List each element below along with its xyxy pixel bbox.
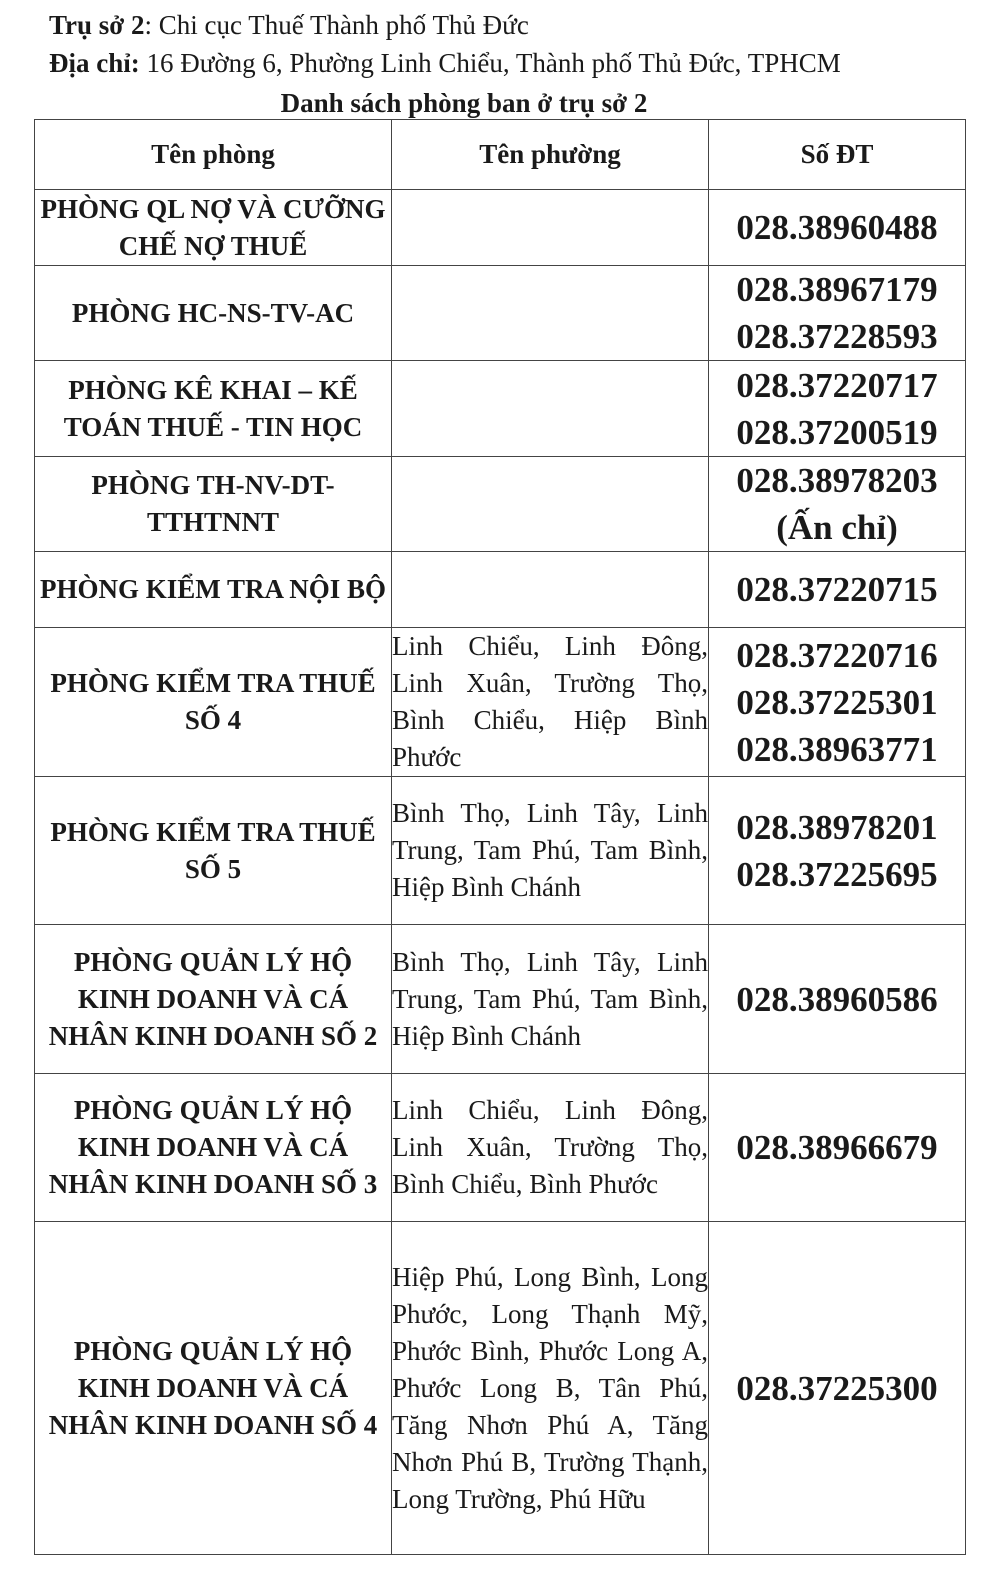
phone-number: 028.37225300	[736, 1368, 938, 1408]
phone-cell	[709, 1222, 966, 1555]
phone-cell	[709, 925, 966, 1074]
phone-number: 028.38967179	[736, 270, 938, 309]
phone-cell	[709, 190, 966, 266]
room-name-cell: PHÒNG KÊ KHAI – KẾ TOÁN THUẾ - TIN HỌC	[35, 361, 392, 457]
phone-number: 028.38966679	[736, 1128, 938, 1167]
ward-list-cell: Linh Chiểu, Linh Đông, Linh Xuân, Trường Thọ, Bình Chiểu, Hiệp Bình Phước	[392, 628, 709, 777]
phone-cell	[709, 552, 966, 628]
room-name-cell: PHÒNG KIỂM TRA NỘI BỘ	[35, 552, 392, 628]
table-row	[35, 628, 966, 777]
room-name-cell: PHÒNG QL NỢ VÀ CƯỠNG CHẾ NỢ THUẾ	[35, 190, 392, 266]
list-title: Danh sách phòng ban ở trụ sở 2	[280, 88, 648, 118]
phone-number: 028.38978203	[736, 461, 938, 500]
office-value: : Chi cục Thuế Thành phố Thủ Đức	[144, 10, 529, 40]
table-row	[35, 190, 966, 266]
column-header-ward: Tên phường	[392, 120, 709, 190]
room-name-cell: PHÒNG KIỂM TRA THUẾ SỐ 5	[35, 777, 392, 925]
office-line	[49, 6, 979, 44]
phone-number: 028.38960586	[736, 979, 938, 1019]
room-name-cell: PHÒNG HC-NS-TV-AC	[35, 266, 392, 361]
column-header-room: Tên phòng	[35, 120, 392, 190]
phone-number: 028.37220716	[736, 635, 938, 675]
phone-cell	[709, 266, 966, 361]
table-row	[35, 266, 966, 361]
department-table	[34, 119, 966, 1555]
ward-list-cell: Bình Thọ, Linh Tây, Linh Trung, Tam Phú, Tam Bình, Hiệp Bình Chánh	[392, 925, 709, 1074]
phone-cell	[709, 361, 966, 457]
table-row	[35, 361, 966, 457]
table-row	[35, 777, 966, 925]
phone-number: 028.37220717	[736, 365, 938, 405]
phone-number: 028.37200519	[736, 412, 938, 452]
phone-note: (Ấn chỉ)	[776, 508, 898, 547]
phone-number: 028.37225301	[736, 682, 938, 722]
address-line	[49, 44, 979, 82]
ward-list-cell	[392, 266, 709, 361]
phone-cell	[709, 1074, 966, 1222]
table-row	[35, 457, 966, 552]
column-header-phone: Số ĐT	[709, 120, 966, 190]
table-header-row	[35, 120, 966, 190]
ward-list-cell	[392, 361, 709, 457]
document-header	[49, 6, 979, 82]
table-row	[35, 552, 966, 628]
table-row	[35, 1074, 966, 1222]
table-row	[35, 925, 966, 1074]
phone-number: 028.37220715	[736, 570, 938, 609]
phone-number: 028.38960488	[736, 208, 938, 247]
address-value: 16 Đường 6, Phường Linh Chiểu, Thành phố Thủ Đức, TPHCM	[139, 48, 841, 78]
room-name-cell: PHÒNG QUẢN LÝ HỘ KINH DOANH VÀ CÁ NHÂN KINH DOANH SỐ 3	[35, 1074, 392, 1222]
room-name-cell: PHÒNG KIỂM TRA THUẾ SỐ 4	[35, 628, 392, 777]
phone-cell	[709, 777, 966, 925]
phone-cell	[709, 628, 966, 777]
phone-number: 028.37225695	[736, 854, 938, 894]
room-name-cell: PHÒNG TH-NV-DT-TTHTNNT	[35, 457, 392, 552]
room-name-cell: PHÒNG QUẢN LÝ HỘ KINH DOANH VÀ CÁ NHÂN KINH DOANH SỐ 4	[35, 1222, 392, 1555]
ward-list-cell: Hiệp Phú, Long Bình, Long Phước, Long Thạnh Mỹ, Phước Bình, Phước Long A, Phước Long B, Tân Phú, Tăng Nhơn Phú A, Tăng Nhơn Phú B, Trường Thạnh, Long Trường, Phú Hữu	[392, 1222, 709, 1555]
ward-list-cell	[392, 190, 709, 266]
address-label: Địa chỉ:	[49, 48, 140, 78]
office-label: Trụ sở 2	[49, 10, 145, 40]
phone-number: 028.38978201	[736, 807, 938, 847]
room-name-cell: PHÒNG QUẢN LÝ HỘ KINH DOANH VÀ CÁ NHÂN KINH DOANH SỐ 2	[35, 925, 392, 1074]
phone-number: 028.38963771	[736, 729, 938, 769]
phone-number: 028.37228593	[736, 317, 938, 356]
table-row	[35, 1222, 966, 1555]
ward-list-cell: Linh Chiểu, Linh Đông, Linh Xuân, Trường Thọ, Bình Chiểu, Bình Phước	[392, 1074, 709, 1222]
phone-cell	[709, 457, 966, 552]
ward-list-cell	[392, 552, 709, 628]
ward-list-cell	[392, 457, 709, 552]
ward-list-cell: Bình Thọ, Linh Tây, Linh Trung, Tam Phú, Tam Bình, Hiệp Bình Chánh	[392, 777, 709, 925]
